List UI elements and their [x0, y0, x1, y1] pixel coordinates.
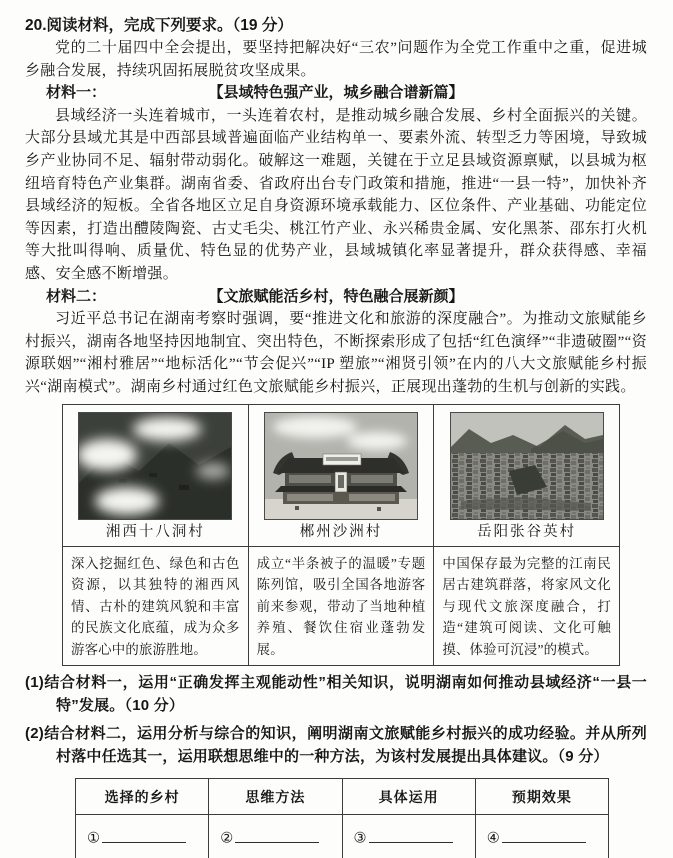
answer-blank-line-3 — [369, 827, 453, 843]
village-caption-shibadong: 湘西十八洞村 — [105, 523, 205, 540]
answer-blank-cell-2 — [209, 815, 342, 858]
village-cell-shibadong — [63, 404, 249, 546]
village-description-shazhou: 成立“半条被子的温暖”专题陈列馆，吸引全国各地游客前来参观，带动了当地种植养殖、餐饮住宿业蓬勃发展。 — [248, 546, 434, 666]
answer-header-effect: 预期效果 — [475, 779, 608, 815]
answer-table — [75, 778, 609, 858]
circled-number-3: ③ — [353, 830, 367, 847]
material1-body: 县域经济一头连着城市，一头连着农村，是推动城乡融合发展、乡村全面振兴的关键。大部分县域尤其是中西部县域普遍面临产业结构单一、要素外流、转型乏力等困境，导致城乡产业协同不足、辐射带动弱化。破解这一难题，关键在于立足县域资源禀赋，以县城为枢纽培育特色产业集群。湖南省委、省政府出台专门政策和措施，推进“一县一特”，加快补齐县域经济的短板。全省各地区立足自身资源环境承载能力、区位条件、产业基础、功能定位等因素，打造出醴陵陶瓷、古丈毛尖、桃江竹产业、永兴稀贵金属、安化黑茶、邵东打火机等大批叫得响、质量优、特色显的优势产业，县域城镇化率显著提升，群众获得感、幸福感、安全感不断增强。 — [25, 107, 647, 282]
answer-blank-line-1 — [102, 827, 186, 843]
material2-heading — [25, 286, 647, 309]
village-description-zhangguying: 中国保存最为完整的江南民居古建筑群落，将家风文化与现代文旅深度融合，打造“建筑可阅读、文化可触摸、体验可沉浸”的模式。 — [434, 546, 620, 666]
answer-table-blank-row — [76, 815, 609, 858]
village-photo-row — [63, 404, 620, 546]
circled-number-1: ① — [87, 830, 100, 847]
village-table — [62, 404, 620, 667]
material2-title: 【文旅赋能活乡村，特色融合展新颜】 — [208, 287, 464, 305]
circled-number-2: ② — [220, 830, 234, 847]
village-cell-zhangguying — [434, 404, 620, 546]
answer-blank-cell-4 — [475, 815, 608, 858]
misty-mountain-village-photo — [78, 412, 232, 520]
intro-paragraph: 党的二十届四中全会提出，要坚持把解决好“三农”问题作为全党工作重中之重，促进城乡融合发展，持续巩固拓展脱贫攻坚成果。 — [25, 40, 647, 79]
sub-question-2: (2)结合材料二，运用分析与综合的知识，阐明湖南文旅赋能乡村振兴的成功经验。并从所列村落中任选其一，运用联想思维中的一种方法，为该村发展提出具体建议。（9 分） — [25, 725, 647, 765]
ancient-village-panorama-photo — [450, 412, 604, 520]
question-number-line: 20.阅读材料，完成下列要求。（19 分） — [25, 17, 293, 34]
material1-heading — [25, 82, 647, 105]
answer-blank-line-2 — [235, 827, 319, 843]
village-description-row — [63, 546, 620, 666]
village-caption-shazhou: 郴州沙洲村 — [299, 523, 383, 540]
sub-question-1: (1)结合材料一，运用“正确发挥主观能动性”相关知识，说明湖南如何推动县域经济“一县一特”发展。（10 分） — [25, 674, 647, 714]
material1-title: 【县域特色强产业，城乡融合谱新篇】 — [208, 84, 464, 102]
village-cell-shazhou — [248, 404, 434, 546]
answer-blank-cell-3 — [342, 815, 475, 858]
answer-table-header-row — [76, 779, 609, 815]
answer-header-village: 选择的乡村 — [76, 779, 209, 815]
circled-number-4: ④ — [486, 830, 500, 847]
material1-label: 材料一： — [46, 84, 107, 102]
material2-label: 材料二： — [46, 287, 107, 305]
material2-body: 习近平总书记在湖南考察时强调，要“推进文化和旅游的深度融合”。为推动文旅赋能乡村振兴，湖南各地坚持因地制宜、突出特色，不断探索形成了包括“红色演绎”“非遗破圈”“资源联姻”“湘村雅居”“地标活化”“节会促兴”“IP 塑旅”“湘贤引领”在内的八大文旅赋能乡村振兴“湖南模式”。湖南乡村通过红色文旅赋能乡村振兴，正展现出蓬勃的生机与创新的实践。 — [25, 311, 647, 395]
answer-header-method: 思维方法 — [209, 779, 342, 815]
memorial-hall-building-photo — [264, 412, 418, 520]
answer-header-application: 具体运用 — [342, 779, 475, 815]
village-description-shibadong: 深入挖掘红色、绿色和古色资源，以其独特的湘西风情、古朴的建筑风貌和丰富的民族文化底蕴，成为众多游客心中的旅游胜地。 — [63, 546, 249, 666]
village-caption-zhangguying: 岳阳张谷英村 — [477, 523, 577, 540]
answer-blank-line-4 — [502, 827, 586, 843]
answer-blank-cell-1 — [76, 815, 209, 858]
